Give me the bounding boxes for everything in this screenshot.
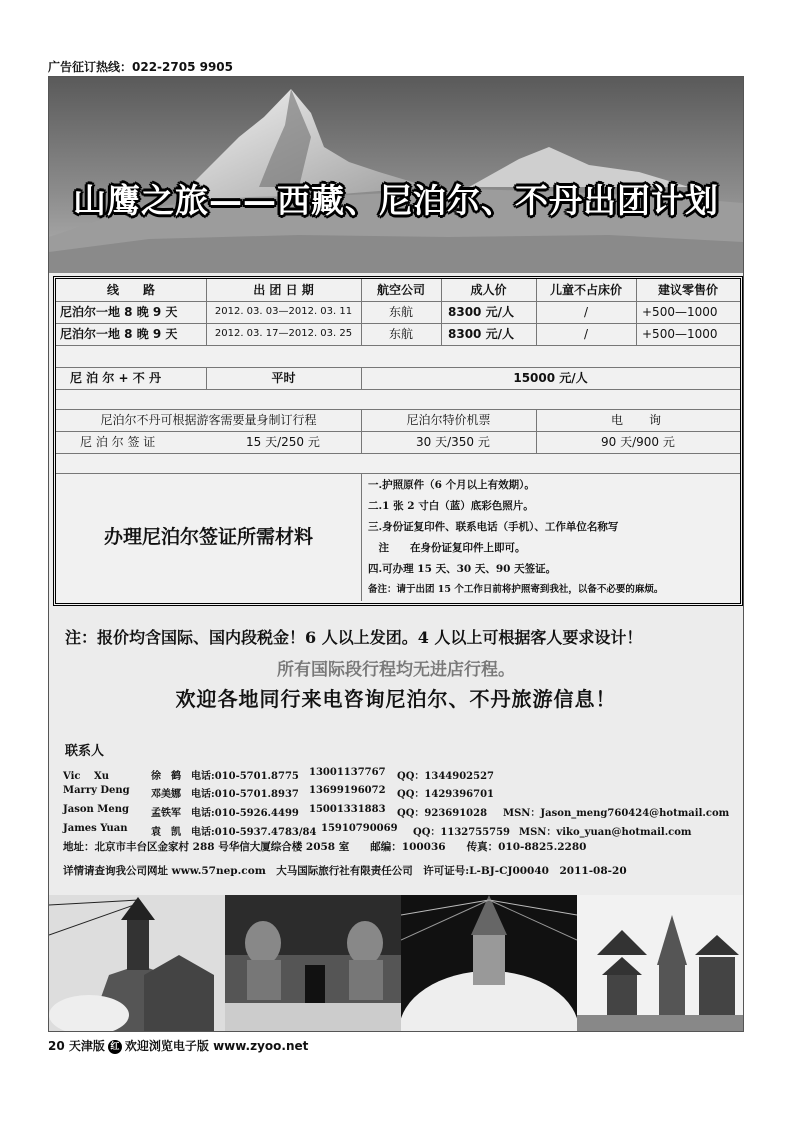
company-address: 地址：北京市丰台区金家村 288 号华信大厦综合楼 2058 室 邮编：100036 传真：010-8825.2280 [63, 841, 587, 853]
welcome-message: 欢迎各地同行来电咨询尼泊尔、不丹旅游信息！ [175, 687, 617, 711]
visa-30-days: 30 天/350 元 [416, 435, 490, 449]
contacts-heading: 联系人 [65, 744, 105, 759]
row1-date: 2012. 03. 03—2012. 03. 11 [214, 306, 353, 317]
row-divider [56, 473, 740, 474]
row2-route: 尼泊尔一地 8 晚 9 天 [60, 327, 178, 341]
visa-item: 二.1 张 2 寸白（蓝）底彩色照片。 [368, 500, 534, 512]
ad-hotline: 广告征订热线：022-2705 9905 [48, 60, 234, 74]
bhutan-price: 15000 元/人 [513, 371, 588, 385]
contact-mobile: 13699196072 [309, 785, 386, 796]
photo-boudhanath [401, 895, 577, 1031]
row2-airline: 东航 [388, 327, 413, 341]
contact-mobile: 15910790069 [321, 823, 398, 834]
visa-materials-title: 办理尼泊尔签证所需材料 [103, 526, 313, 548]
contact-name-en: Marry Deng [63, 785, 130, 796]
row1-retail-price: +500—1000 [642, 305, 718, 319]
col-divider [536, 409, 537, 431]
visa-90-days: 90 天/900 元 [601, 435, 675, 449]
contact-phone: 电话:010-5937.4783/84 [191, 827, 317, 838]
row-divider [56, 389, 740, 390]
contact-name-cn: 袁 凯 [151, 827, 181, 838]
contact-name-cn: 邓美娜 [151, 789, 181, 800]
row-divider [56, 345, 740, 346]
contact-mobile: 13001137767 [309, 767, 386, 778]
red-badge-icon: 红 [108, 1040, 122, 1054]
contact-name-en: Vic Xu [63, 771, 109, 782]
visa-item: 一.护照原件（6 个月以上有效期）。 [368, 479, 535, 491]
row2-date: 2012. 03. 17—2012. 03. 25 [214, 328, 353, 339]
header-airline: 航空公司 [376, 283, 425, 297]
contact-name-cn: 徐 鹤 [151, 771, 181, 782]
header-child-price: 儿童不占床价 [549, 283, 622, 297]
row-divider [56, 453, 740, 454]
call-inquiry-a: 电 [611, 413, 624, 427]
col-divider [361, 473, 362, 601]
header-route: 线 路 [106, 283, 155, 297]
visa-15-days: 15 天/250 元 [246, 435, 320, 449]
price-note: 注：报价均含国际、国内段税金！6 人以上发团。4 人以上可根据客人要求设计！ [65, 628, 643, 647]
contact-qq: QQ：1429396701 [397, 789, 495, 800]
company-website-line: 详情请查询我公司网址 www.57nep.com 大马国际旅行社有限责任公司 许可证号:L-BJ-CJ00040 2011-08-20 [63, 865, 627, 877]
row2-retail-price: +500—1000 [642, 327, 718, 341]
header-retail-price: 建议零售价 [657, 283, 718, 297]
custom-itinerary-note: 尼泊尔不丹可根据游客需要量身制订行程 [100, 413, 317, 427]
contact-qq: QQ：1132755759 [413, 827, 511, 838]
page-footer [48, 1037, 308, 1054]
bhutan-route: 尼 泊 尔 + 不 丹 [70, 371, 161, 385]
row2-adult-price: 8300 元/人 [448, 327, 514, 341]
col-divider [536, 431, 537, 453]
contact-qq: QQ：1344902527 [397, 771, 495, 782]
footer-page-number: 20 天津版 [48, 1039, 105, 1053]
special-airfare: 尼泊尔特价机票 [406, 413, 491, 427]
header-adult-price: 成人价 [470, 283, 507, 297]
contact-msn: MSN：Jason_meng760424@hotmail.com [503, 808, 730, 819]
photo-temple-guardians [225, 895, 401, 1031]
visa-item: 三.身份证复印件、联系电话（手机）、工作单位名称写 [368, 521, 619, 533]
no-shopping-note: 所有国际段行程均无进店行程。 [277, 660, 515, 680]
row1-route: 尼泊尔一地 8 晚 9 天 [60, 305, 178, 319]
row1-child-price: / [583, 305, 589, 319]
row1-airline: 东航 [388, 305, 413, 319]
header-date: 出 团 日 期 [253, 283, 314, 297]
footer-link-text: 欢迎浏览电子版 www.zyoo.net [124, 1039, 309, 1053]
call-inquiry-b: 询 [649, 413, 662, 427]
contact-mobile: 15001331883 [309, 804, 386, 815]
banner-title: 山鹰之旅——西藏、尼泊尔、不丹出团计划 [73, 181, 719, 220]
bhutan-period: 平时 [271, 371, 296, 385]
contact-qq: QQ：923691028 [397, 808, 488, 819]
contact-phone: 电话:010-5926.4499 [191, 808, 299, 819]
contact-msn: MSN：viko_yuan@hotmail.com [519, 827, 692, 838]
advertisement-frame [48, 76, 744, 1032]
visa-item: 注 在身份证复印件上即可。 [368, 542, 526, 554]
contact-name-en: Jason Meng [63, 804, 129, 815]
row1-adult-price: 8300 元/人 [448, 305, 514, 319]
contact-name-en: James Yuan [63, 823, 128, 834]
row2-child-price: / [583, 327, 589, 341]
visa-remark: 备注：请于出团 15 个工作日前将护照寄到我社，以备不必要的麻烦。 [368, 584, 664, 595]
contact-name-cn: 孟铁军 [151, 808, 181, 819]
photo-stupa [49, 895, 225, 1031]
contact-phone: 电话:010-5701.8775 [191, 771, 299, 782]
visa-item: 四.可办理 15 天、30 天、90 天签证。 [368, 563, 557, 575]
price-table [53, 276, 743, 606]
photo-durbar-square [577, 895, 743, 1031]
mountain-banner [49, 77, 743, 273]
contact-phone: 电话:010-5701.8937 [191, 789, 299, 800]
visa-label: 尼 泊 尔 签 证 [80, 435, 156, 449]
